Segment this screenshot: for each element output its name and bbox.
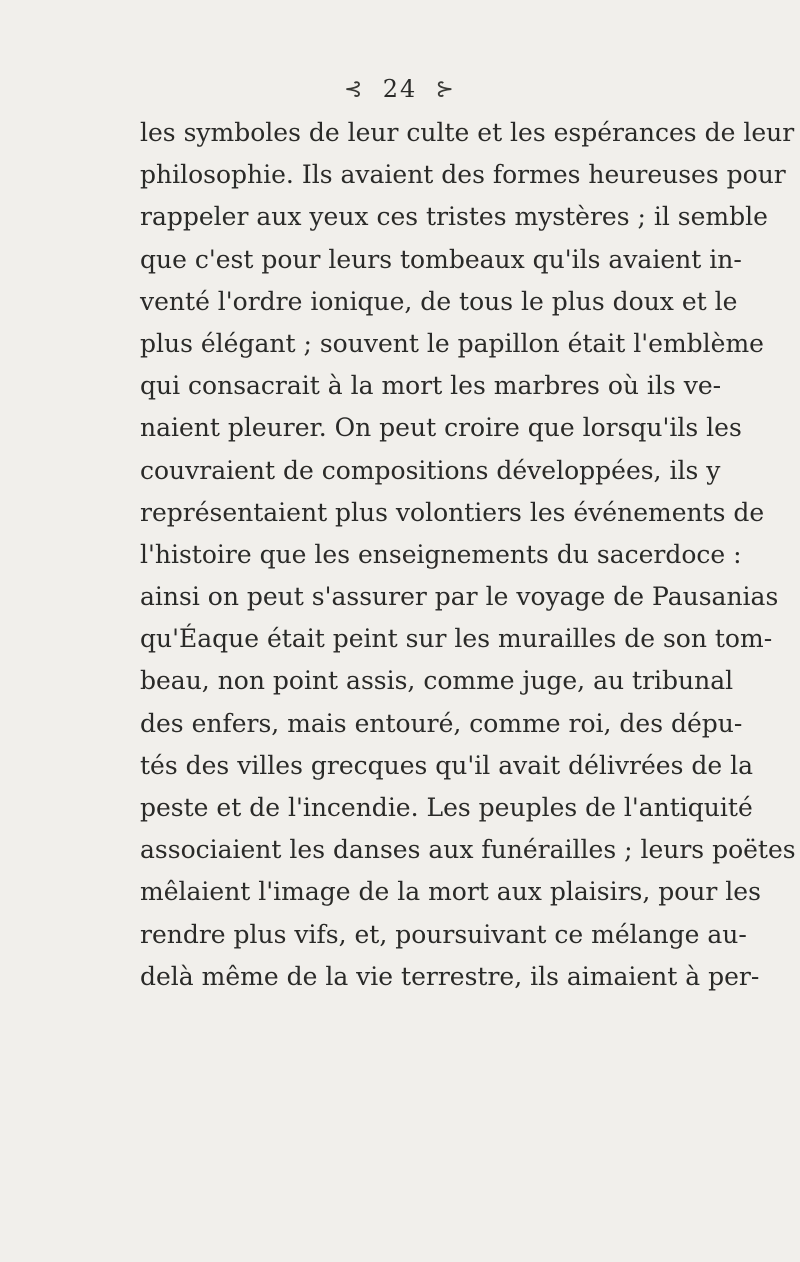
text-line: philosophie. Ils avaient des formes heureuses pour bbox=[140, 160, 786, 190]
ornament-left-icon: ⊰ bbox=[344, 77, 365, 102]
text-line: tés des villes grecques qu'il avait délivrées de la bbox=[140, 750, 754, 780]
text-line: l'histoire que les enseignements du sacerdoce : bbox=[140, 539, 742, 569]
text-line: naient pleurer. On peut croire que lorsqu'ils les bbox=[140, 413, 742, 443]
text-line: plus élégant ; souvent le papillon était l'emblème bbox=[140, 328, 764, 358]
page-header bbox=[0, 74, 800, 105]
text-line: mêlaient l'image de la mort aux plaisirs, pour les bbox=[140, 877, 761, 907]
body-text bbox=[140, 112, 796, 998]
text-line: ainsi on peut s'assurer par le voyage de Pausanias bbox=[140, 582, 779, 612]
text-line: rappeler aux yeux ces tristes mystères ; il semble bbox=[140, 202, 768, 232]
text-line: représentaient plus volontiers les événements de bbox=[140, 497, 765, 527]
text-line: des enfers, mais entouré, comme roi, des dépu- bbox=[140, 708, 743, 738]
text-line: couvraient de compositions développées, ils y bbox=[140, 455, 721, 485]
text-line: delà même de la vie terrestre, ils aimaient à per- bbox=[140, 961, 760, 991]
ornament-right-icon: ⊱ bbox=[435, 77, 456, 102]
text-line: peste et de l'incendie. Les peuples de l'antiquité bbox=[140, 793, 753, 822]
text-line: les symboles de leur culte et les espérances de leur bbox=[140, 118, 795, 147]
text-line: que c'est pour leurs tombeaux qu'ils avaient in- bbox=[140, 244, 742, 274]
text-line: qui consacrait à la mort les marbres où ils ve- bbox=[140, 371, 722, 401]
text-line: rendre plus vifs, et, poursuivant ce mélange au- bbox=[140, 919, 747, 949]
text-line: beau, non point assis, comme juge, au tribunal bbox=[140, 666, 734, 696]
text-line: qu'Éaque était peint sur les murailles de son tom- bbox=[140, 624, 773, 654]
text-line: venté l'ordre ionique, de tous le plus doux et le bbox=[140, 286, 738, 316]
page-number: 24 bbox=[382, 75, 418, 103]
text-line: associaient les danses aux funérailles ; leurs poëtes bbox=[140, 835, 796, 865]
